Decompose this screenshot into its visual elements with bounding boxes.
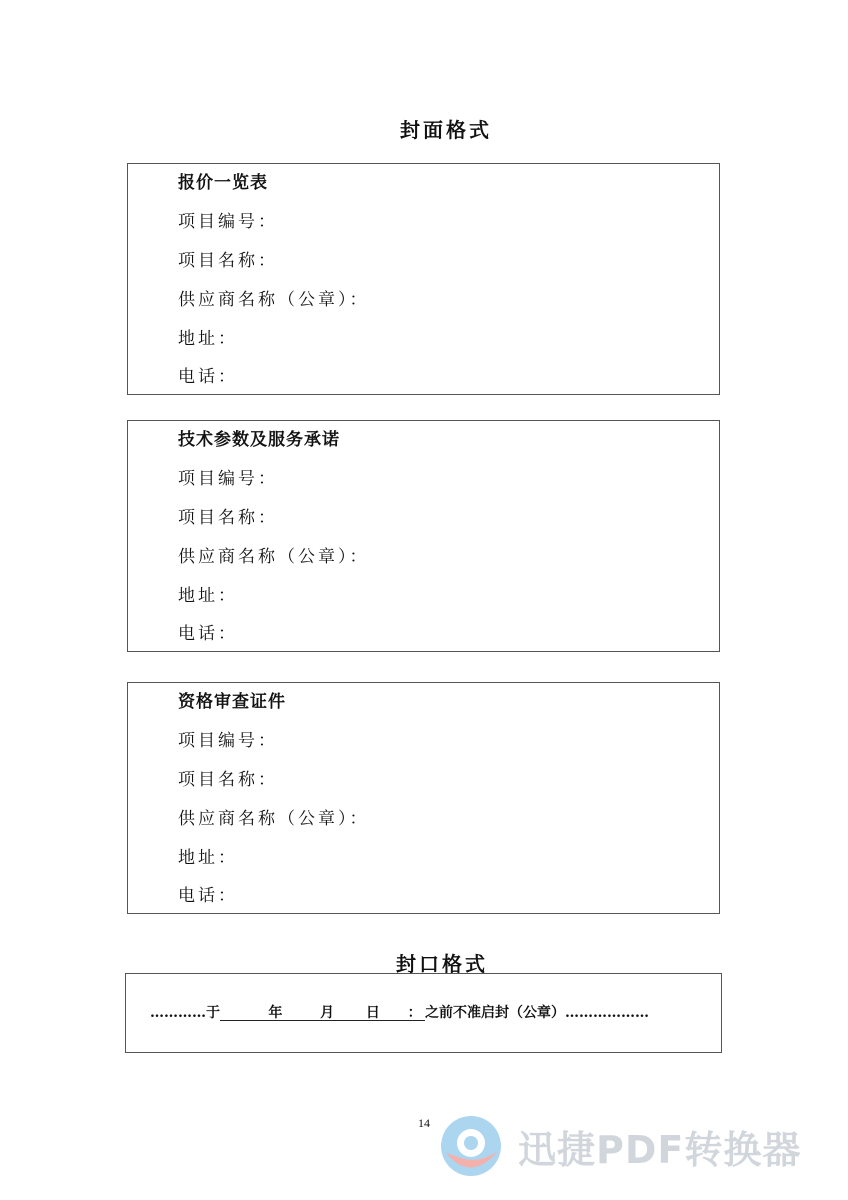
- box-title: 报价一览表: [178, 173, 268, 193]
- seal-box: [125, 973, 722, 1053]
- field-address: 地址：: [178, 848, 238, 868]
- date-blank: [220, 1002, 425, 1021]
- pdf-converter-logo-icon: [438, 1113, 504, 1179]
- field-supplier-name: 供应商名称（公章）：: [178, 809, 370, 829]
- cover-box-qualification-docs: [127, 682, 720, 914]
- field-phone: 电话：: [178, 367, 238, 387]
- field-address: 地址：: [178, 586, 238, 606]
- year-label: 年: [268, 1005, 283, 1021]
- seal-line: [150, 1002, 715, 1022]
- field-project-name: 项目名称：: [178, 770, 278, 790]
- cover-box-price-list: [127, 163, 720, 395]
- seal-prefix: 于: [206, 1005, 220, 1021]
- trailing-dots: ………………: [565, 1005, 649, 1021]
- field-project-number: 项目编号：: [178, 212, 278, 232]
- field-project-name: 项目名称：: [178, 251, 278, 271]
- watermark: [438, 1112, 828, 1180]
- month-label: 月: [320, 1005, 335, 1021]
- watermark-text: 迅捷PDF转换器: [518, 1127, 802, 1172]
- cover-box-technical-params: [127, 420, 720, 652]
- cover-format-heading: 封面格式: [400, 118, 492, 142]
- field-phone: 电话：: [178, 886, 238, 906]
- field-project-number: 项目编号：: [178, 469, 278, 489]
- field-address: 地址：: [178, 329, 238, 349]
- field-phone: 电话：: [178, 624, 238, 644]
- seal-format-heading: 封口格式: [396, 952, 488, 976]
- page-number: 14: [418, 1116, 430, 1130]
- leading-dots: …………: [150, 1005, 206, 1021]
- seal-suffix: 之前不准启封（公章）: [425, 1005, 565, 1021]
- field-project-number: 项目编号：: [178, 731, 278, 751]
- field-supplier-name: 供应商名称（公章）：: [178, 290, 370, 310]
- field-project-name: 项目名称：: [178, 508, 278, 528]
- time-colon: ：: [407, 1005, 422, 1021]
- box-title: 技术参数及服务承诺: [178, 430, 340, 450]
- box-title: 资格审查证件: [178, 692, 286, 712]
- field-supplier-name: 供应商名称（公章）：: [178, 547, 370, 567]
- day-label: 日: [365, 1005, 380, 1021]
